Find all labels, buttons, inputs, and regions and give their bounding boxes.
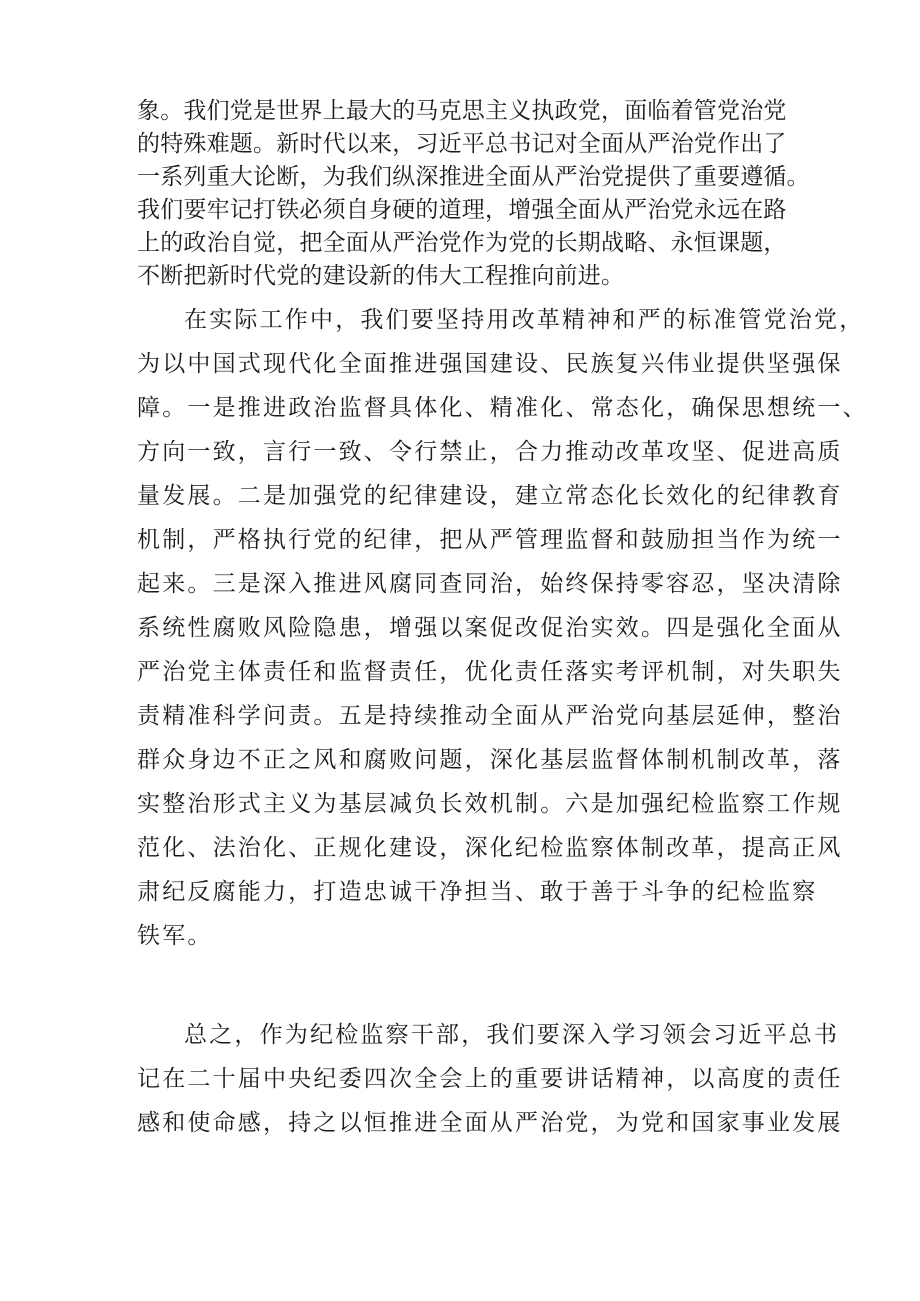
text-line: 量发展。二是加强党的纪律建设，建立常态化长效化的纪律教育: [137, 483, 843, 509]
text-line: 肃纪反腐能力，打造忠诚干净担当、敢于善于斗争的纪检监察: [137, 879, 818, 905]
text-line: 系统性腐败风险隐患，增强以案促改促治实效。四是强化全面从: [137, 615, 843, 641]
text-line: 记在二十届中央纪委四次全会上的重要讲话精神，以高度的责任: [137, 1066, 843, 1092]
text-line: 不断把新时代党的建设新的伟大工程推向前进。: [137, 263, 625, 289]
text-line: 一系列重大论断，为我们纵深推进全面从严治党提供了重要遵循。: [137, 164, 810, 190]
text-line: 起来。三是深入推进风腐同查同治，始终保持零容忍，坚决清除: [137, 571, 843, 597]
text-line: 上的政治自觉，把全面从严治党作为党的长期战略、永恒课题，: [137, 230, 787, 256]
text-line: 实整治形式主义为基层减负长效机制。六是加强纪检监察工作规: [137, 791, 843, 817]
text-line: 范化、法治化、正规化建设，深化纪检监察体制改革，提高正风: [137, 835, 843, 861]
text-line: 铁军。: [137, 923, 213, 949]
text-line: 群众身边不正之风和腐败问题，深化基层监督体制机制改革，落: [137, 747, 843, 773]
text-line: 机制，严格执行党的纪律，把从严管理监督和鼓励担当作为统一: [137, 527, 843, 553]
text-line: 总之，作为纪检监察干部，我们要深入学习领会习近平总书: [184, 1022, 840, 1048]
text-line: 严治党主体责任和监督责任，优化责任落实考评机制，对失职失: [137, 659, 843, 685]
text-line: 责精准科学问责。五是持续推动全面从严治党向基层延伸，整治: [137, 703, 843, 729]
text-line: 我们要牢记打铁必须自身硬的道理，增强全面从严治党永远在路: [137, 197, 787, 223]
text-line: 方向一致，言行一致、令行禁止，合力推动改革攻坚、促进高质: [137, 439, 843, 465]
text-line: 障。一是推进政治监督具体化、精准化、常态化，确保思想统一、: [137, 395, 868, 421]
text-line: 感和使命感，持之以恒推进全面从严治党，为党和国家事业发展: [137, 1110, 843, 1136]
text-line: 为以中国式现代化全面推进强国建设、民族复兴伟业提供坚强保: [137, 351, 843, 377]
text-line: 象。我们党是世界上最大的马克思主义执政党，面临着管党治党: [137, 98, 787, 124]
text-line: 的特殊难题。新时代以来，习近平总书记对全面从严治党作出了: [137, 131, 787, 157]
text-line: 在实际工作中，我们要坚持用改革精神和严的标准管党治党，: [184, 307, 865, 333]
